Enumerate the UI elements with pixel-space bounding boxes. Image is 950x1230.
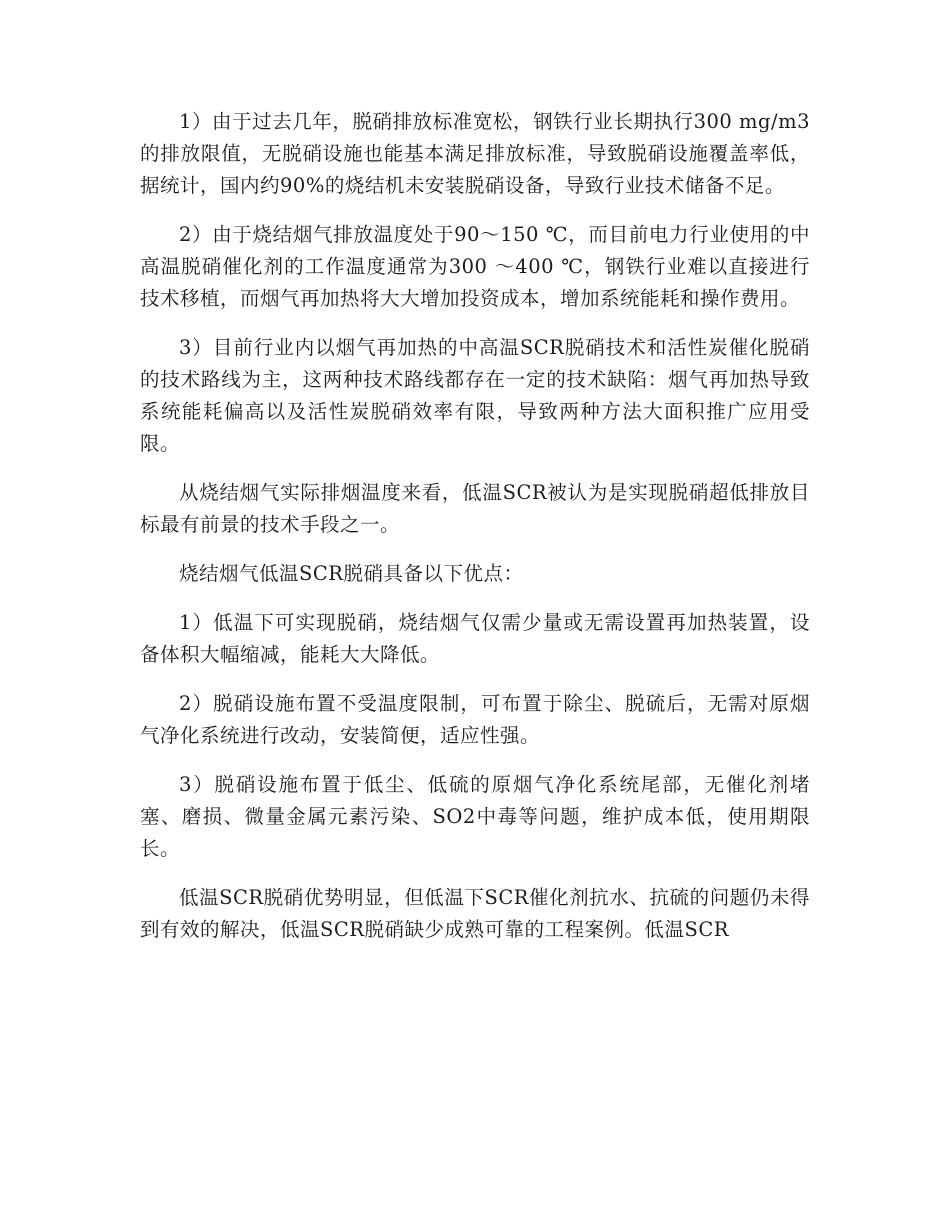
paragraph-low-temp-scr-intro: 从烧结烟气实际排烟温度来看，低温SCR被认为是实现脱硝超低排放目标最有前景的技术手段之一。: [140, 481, 810, 536]
paragraph-reason-2: 2）由于烧结烟气排放温度处于90～150 ℃，而目前电力行业使用的中高温脱硝催化剂的工作温度通常为300 ～400 ℃，钢铁行业难以直接进行技术移植，而烟气再加热将大大增加投资成本，增加系统能耗和操作费用。: [140, 223, 810, 310]
document-page: [140, 106, 810, 963]
paragraph-advantage-2: 2）脱硝设施布置不受温度限制，可布置于除尘、脱硫后，无需对原烟气净化系统进行改动，安装简便，适应性强。: [140, 692, 810, 747]
paragraph-reason-3: 3）目前行业内以烟气再加热的中高温SCR脱硝技术和活性炭催化脱硝的技术路线为主，这两种技术路线都存在一定的技术缺陷：烟气再加热导致系统能耗偏高以及活性炭脱硝效率有限，导致两种方法大面积推广应用受限。: [140, 336, 810, 455]
paragraph-advantage-3: 3）脱硝设施布置于低尘、低硫的原烟气净化系统尾部，无催化剂堵塞、磨损、微量金属元素污染、SO2中毒等问题，维护成本低，使用期限长。: [140, 773, 810, 860]
paragraph-summary: 低温SCR脱硝优势明显，但低温下SCR催化剂抗水、抗硫的问题仍未得到有效的解决，低温SCR脱硝缺少成熟可靠的工程案例。低温SCR: [140, 886, 810, 941]
paragraph-advantage-1: 1）低温下可实现脱硝，烧结烟气仅需少量或无需设置再加热装置，设备体积大幅缩减，能耗大大降低。: [140, 611, 810, 666]
paragraph-advantages-heading: 烧结烟气低温SCR脱硝具备以下优点：: [179, 562, 524, 585]
paragraph-reason-1: 1）由于过去几年，脱硝排放标准宽松，钢铁行业长期执行300 mg/m3的排放限值，无脱硝设施也能基本满足排放标准，导致脱硝设施覆盖率低，据统计，国内约90%的烧结机未安装脱硝设备，导致行业技术储备不足。: [140, 110, 810, 197]
